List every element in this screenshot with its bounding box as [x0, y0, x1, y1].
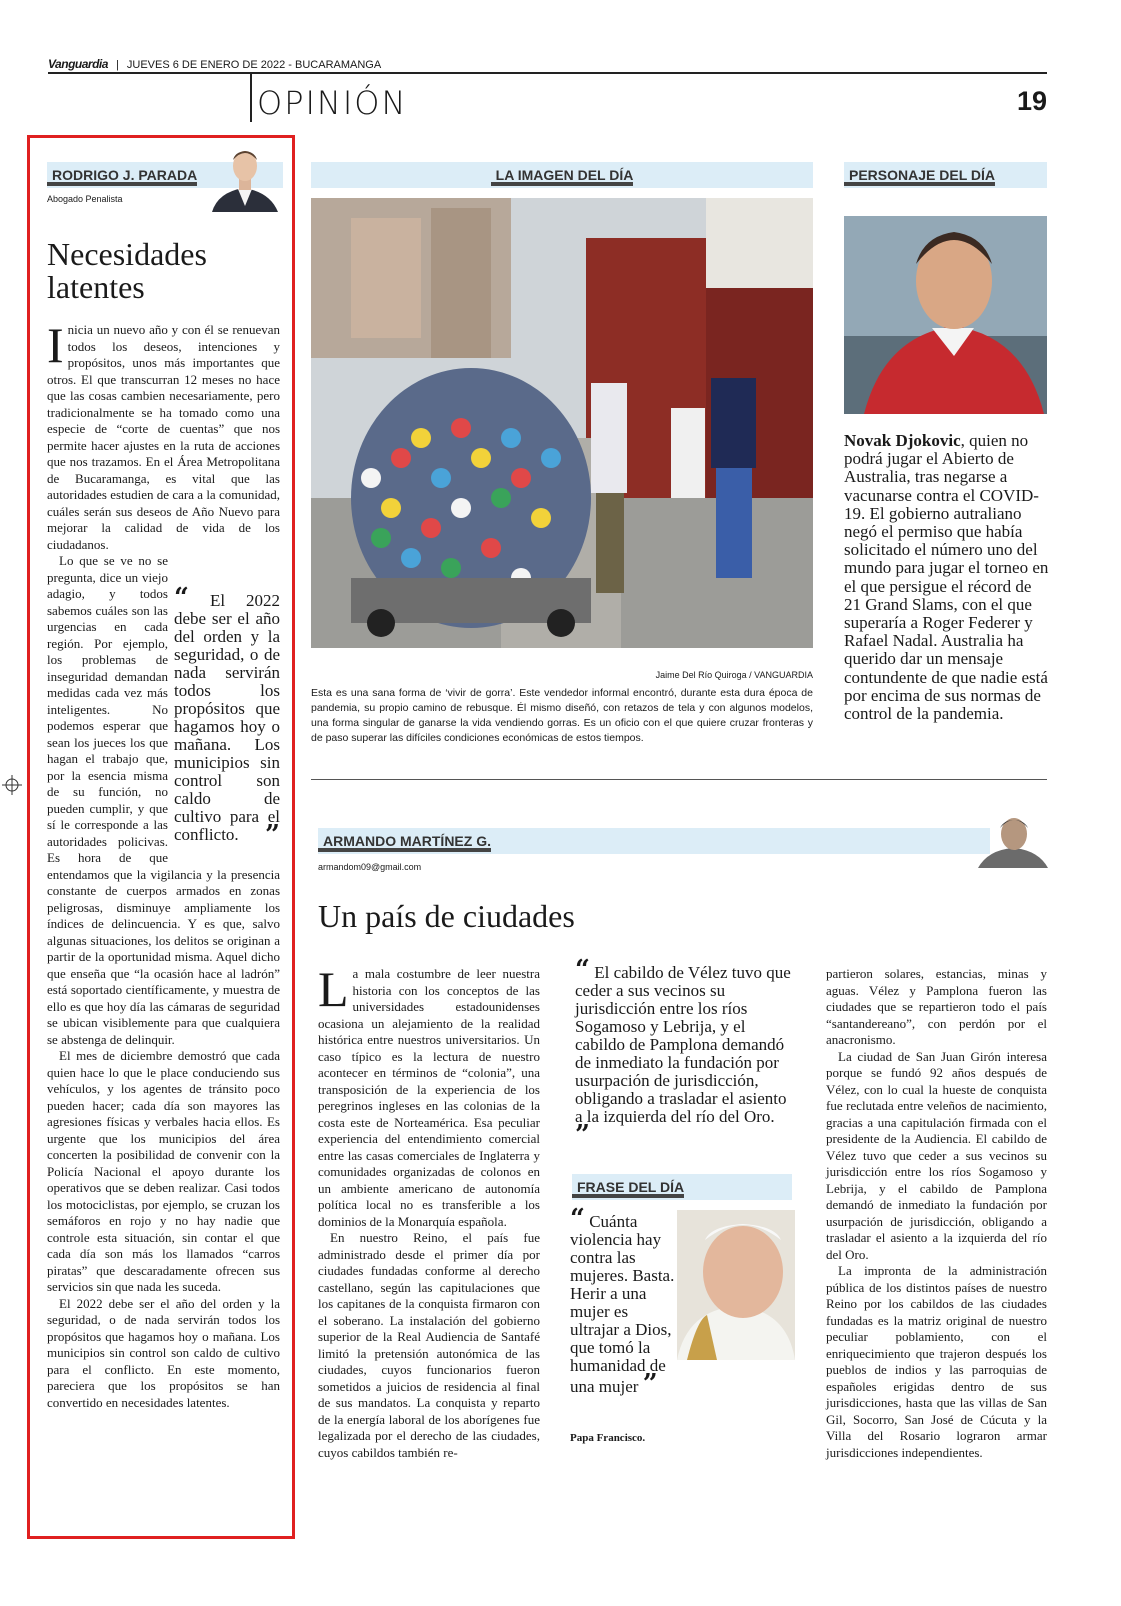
character-description: , quien no podrá jugar el Abierto de Australia, tras negarse a vacunarse contra el COVID-19. El gobierno autraliano negó el permiso que había solicitado el número uno del mundo para jugar el torneo en el que persigue el récord de 21 Grand Slams, con el que superaría a Roger Federer y Rafael Nadal. Australia ha querido dar un mensaje contundente de que nadie está por encima de sus normas de control de la pandemia.	[844, 431, 1049, 724]
article-body	[47, 317, 281, 1411]
article-headline-2: Un país de ciudades	[318, 898, 575, 934]
character-name: Novak Djokovic	[844, 431, 961, 450]
pull-quote-box: “ El 2022 debe ser el año del orden y la seguridad, o de nada servirán todos los propósitos que hagamos hoy o mañana. Los municipios sin control son caldo de cultivo para el conflicto. ”	[174, 583, 281, 850]
author-name: RODRIGO J. PARADA	[47, 162, 197, 186]
paragraph: El mes de diciembre demostró que cada quien hace lo que le place conduciendo sus vehículos, y los agentes de tránsito poco pueden hacer; cada día son mayores las agresiones físicas y verbales hacia ellos. Es urgente que los municipios del área concerten la posibilidad de convenir con la Policía Nacional el apoyo durante los operativos que se deben realizar. Casi todos los motociclistas, por ejemplo, se cruzan los semáforos en rojo y no hay nadie que controle esta situación, sin contar el que cada día son más los llamados “carros piratas” que descaradamente ofrecen sus servicios sin que nada les suceda.	[47, 1048, 280, 1294]
pull-quote-2: El cabildo de Vélez tuvo que ceder a sus vecinos su jurisdicción entre los ríos Sogamoso y Lebrija, y el cabildo de Pamplona demandó de inmediato la fundación por usurpación de jurisdicción, obligando a trasladar el asiento a la izquierda del río del Oro.	[575, 963, 791, 1126]
photo-credit: Jaime Del Río Quiroga / VANGUARDIA	[655, 670, 813, 680]
paragraph: El 2022 debe ser el año del orden y la seguridad, o de nada servirán todos los propósitos que hagamos hoy o mañana. Los municipios sin control son caldo de cultivo para el conflicto. En este momento, pareciera que los propósitos se han convertido en necesidades latentes.	[47, 1295, 280, 1410]
image-of-day-band	[311, 162, 813, 188]
masthead: Vanguardia | JUEVES 6 DE ENERO DE 2022 - BUCARAMANGA	[48, 57, 382, 71]
section-title: OPINIÓN	[257, 84, 408, 122]
page-number: 19	[1017, 86, 1048, 116]
character-label: PERSONAJE DEL DÍA	[844, 162, 995, 186]
author-band-2	[318, 828, 990, 854]
image-of-day-photo	[311, 198, 813, 648]
character-text	[844, 432, 1049, 723]
photo-caption: Esta es una sana forma de ‘vivir de gorra’. Este vendedor informal encontró, durante esta dura época de pandemia, su propio camino de rebusque. Él mismo diseñó, con retazos de tela y con algunos modelos, una forma singular de ganarse la vida vendiendo gorras. Es un oficio con el que quiere cruzar fronteras y de paso superar las difíciles condiciones económicas de estos tiempos.	[311, 687, 813, 744]
author-email: armandom09@gmail.com	[318, 862, 422, 872]
paragraph: partieron solares, estancias, minas y aguas. Vélez y Pamplona fueron las ciudades que se repartieron todo el país “santandereano”, con perdón por el anacronismo.	[826, 966, 1047, 1047]
paragraph: La impronta de la administración pública de los distintos países de nuestro Reino por los cabildos de las ciudades fundadas es la matriz original de nuestro peculiar poblamiento, con el enriquecimiento que trajeron después los pueblos de indios y las parroquias de españoles erigidas dentro de sus jurisdicciones, hasta que las villas de San Gil, Socorro, San José de Cúcuta y la Villa del Rosario lograron armar jurisdicciones independientes.	[826, 1263, 1047, 1460]
image-of-day-label: LA IMAGEN DEL DÍA	[491, 162, 634, 186]
phrase-label: FRASE DEL DÍA	[572, 1174, 684, 1198]
phrase-photo	[677, 1210, 795, 1360]
article-body-2-col3	[826, 966, 1047, 1461]
drop-cap: I	[47, 317, 64, 373]
author-name-2: ARMANDO MARTÍNEZ G.	[318, 828, 491, 852]
dateline: JUEVES 6 DE ENERO DE 2022 - BUCARAMANGA	[126, 59, 382, 71]
character-band	[844, 162, 1047, 188]
section-divider	[250, 74, 252, 122]
phrase-attribution: Papa Francisco.	[570, 1432, 646, 1444]
phrase-quote-box: “ Cuánta violencia hay contra las mujeres. Basta. Herir a una mujer es ultrajar a Dios, que tomó la humanidad de una mujer ”	[570, 1204, 675, 1399]
paragraph: nicia un nuevo año y con él se renuevan todos los deseos, intenciones y propósitos, unos más importantes que otros. El que transcurran 12 meses no hace que las cosas cambien necesariamente, pero tradicionalmente se ha tomado como una especie de “corte de cuentas” que nos permite hacer ajustes en la ruta de acciones que nos trazamos. En el Área Metropolitana de Bucaramanga, es vital que las autoridades estudien de cara a la comunidad, cuáles serán sus deseos de Año Nuevo para mejorar la calidad de vida de los ciudadanos.	[47, 322, 280, 552]
phrase-band	[572, 1174, 792, 1200]
paragraph: a mala costumbre de leer nuestra historia con los conceptos de las universidades estadounidenses ocasiona un alejamiento de la realidad histórica entre nuestros universitarios. Un caso típico es la lectura de nuestro acontecer en términos de “colonia”, una transposición de la experiencia de los peregrinos ingleses en las colonias de la costa este de Norteamérica. Esa peculiar experiencia del entendimiento comercial entre las casas comerciales de Inglaterra y comunidades organizadas de colonos en un ambiente americano de autonomía política local no es transferible a los dominios de la Monarquía española.	[318, 966, 540, 1229]
pull-quote: El 2022 debe ser el año del orden y la seguridad, o de nada servirán todos los propósitos que hagamos hoy o mañana. Los municipios sin control son caldo de cultivo para el conflicto.	[174, 591, 281, 844]
paragraph: Lo que se ve no se pregunta, dice un viejo adagio, y todos sabemos cuáles son las urgencias en cada región. Por ejemplo, los problemas de inseguridad demandan medidas cada vez más inteligentes. No podemos esperar que sean los jueces los que hagan el trabajo que, por la esencia misma de su función, no pueden cumplir, y que sí le corresponde a las autoridades policivas. Es hora de que entendamos que la vigilancia y la presencia constante de cuerpos armados en zonas peligrosas, disminuye ampliamente los índices de delincuencia. Y es que, salvo algunas situaciones, los delitos se originan a partir de la oportunidad misma. Aquel dicho que enseña que “la ocasión hace al ladrón” está soportado científicamente, y muestra de ello es que hoy día las cámaras de seguridad se ubican visiblemente para que cualquiera se abstenga de delinquir.	[47, 553, 280, 1047]
pull-quote-box-2: “ El cabildo de Vélez tuvo que ceder a sus vecinos su jurisdicción entre los ríos Sogamoso y Lebrija, y el cabildo de Pamplona demandó de inmediato la fundación por usurpación de jurisdicción, obligando a trasladar el asiento a la izquierda del río del Oro. ”	[575, 955, 791, 1150]
section-divider-line	[311, 779, 1047, 780]
registration-mark-icon	[2, 775, 22, 795]
author-portrait-2	[978, 814, 1048, 868]
author-role: Abogado Penalista	[47, 194, 123, 204]
phrase-quote: Cuánta violencia hay contra las mujeres. Basta. Herir a una mujer es ultrajar a Dios, que tomó la humanidad de una mujer	[570, 1212, 675, 1396]
character-photo	[844, 216, 1047, 414]
article-headline: Necesidades latentes	[47, 236, 207, 305]
article-body-2-col1	[318, 961, 540, 1461]
masthead-rule	[48, 72, 1047, 74]
drop-cap-2: L	[318, 961, 349, 1017]
paragraph: La ciudad de San Juan Girón interesa porque se fundó 92 años después de Vélez, con lo cual la hueste de conquista fue reclutada entre veleños de nacimiento, gracias a una capitulación firmada con el presidente de la Audiencia. El cabildo de Vélez tuvo que ceder a sus vecinos su jurisdicción entre los ríos Sogamoso y Lebrija, y el cabildo de Pamplona demandó de inmediato la fundación por usurpación de jurisdicción, obligando a trasladar el asiento a la izquierda del río del Oro.	[826, 1048, 1047, 1262]
paragraph: En nuestro Reino, el país fue administrado desde el primer día por ciudades fundadas conforme al derecho castellano, según las capitulaciones que los capitanes de la conquista firmaron con el soberano. La instalación del gobierno superior de la Real Audiencia de Santafé limitó la pretensión autonómica de las ciudades, cuyos funcionarios fueron sometidos a juicios de residencia al final de sus mandatos. La conquista y reparto de la energía laboral de los aborígenes fue legalizada por el derecho de las ciudades, cuyos cabildos también re-	[318, 1230, 540, 1460]
brand-name: Vanguardia	[48, 57, 108, 71]
author-portrait	[208, 146, 282, 212]
